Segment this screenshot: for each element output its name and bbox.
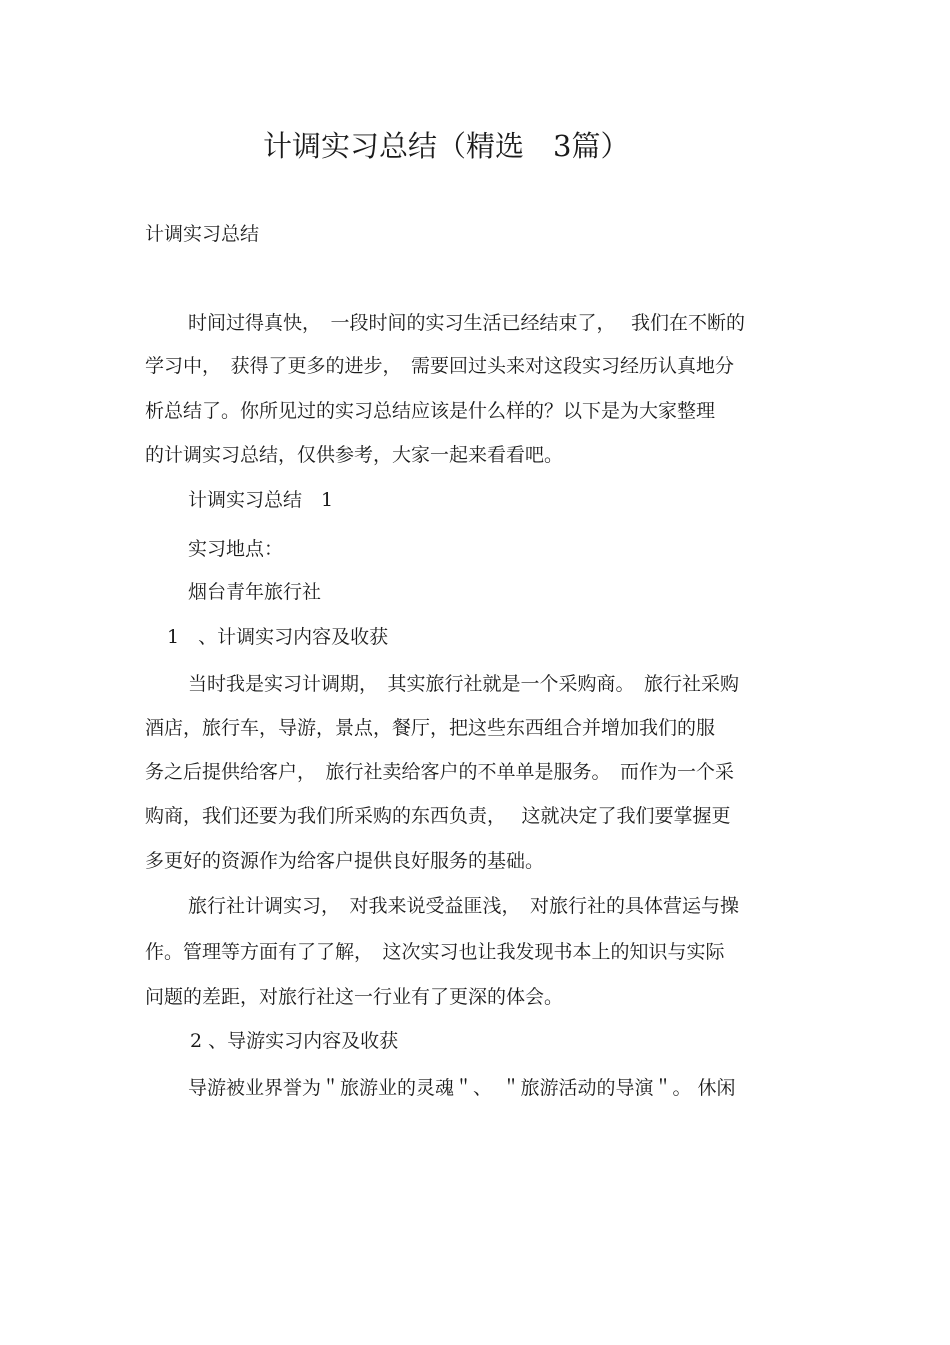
para1-line-2: 酒店，旅行车，导游，景点，餐厅，把这些东西组合并增加我们的服 [145, 717, 716, 739]
para2-line-2: 作。管理等方面有了了解， 这次实习也让我发现书本上的知识与实际 [145, 941, 725, 963]
intro-line-4: 的计调实习总结，仅供参考，大家一起来看看吧。 [145, 444, 564, 466]
intro-line-3: 析总结了。你所见过的实习总结应该是什么样的？以下是为大家整理 [145, 400, 716, 422]
para2-line-1: 旅行社计调实习， 对我来说受益匪浅， 对旅行社的具体营运与操 [188, 895, 740, 917]
document-title: 计调实习总结（精选 3篇） [263, 129, 630, 163]
location-value: 烟台青年旅行社 [188, 581, 322, 603]
item1-heading: 1 、计调实习内容及收获 [167, 626, 389, 648]
section1-heading: 计调实习总结 1 [188, 489, 334, 511]
item2-heading: 2 、导游实习内容及收获 [190, 1030, 399, 1052]
para3-line-1: 导游被业界誉为＂旅游业的灵魂＂、 ＂旅游活动的导演＂。 休闲 [188, 1077, 736, 1099]
para1-line-1: 当时我是实习计调期， 其实旅行社就是一个采购商。 旅行社采购 [188, 673, 740, 695]
intro-line-2: 学习中， 获得了更多的进步， 需要回过头来对这段实习经历认真地分 [145, 355, 735, 377]
intro-line-1: 时间过得真快， 一段时间的实习生活已经结束了， 我们在不断的 [188, 312, 746, 334]
para1-line-5: 多更好的资源作为给客户提供良好服务的基础。 [145, 850, 545, 872]
para1-line-3: 务之后提供给客户， 旅行社卖给客户的不单单是服务。 而作为一个采 [145, 761, 735, 783]
para2-line-3: 问题的差距，对旅行社这一行业有了更深的体会。 [145, 986, 564, 1008]
location-label: 实习地点： [188, 538, 284, 560]
para1-line-4: 购商，我们还要为我们所采购的东西负责， 这就决定了我们要掌握更 [145, 805, 731, 827]
document-subtitle: 计调实习总结 [145, 223, 260, 245]
